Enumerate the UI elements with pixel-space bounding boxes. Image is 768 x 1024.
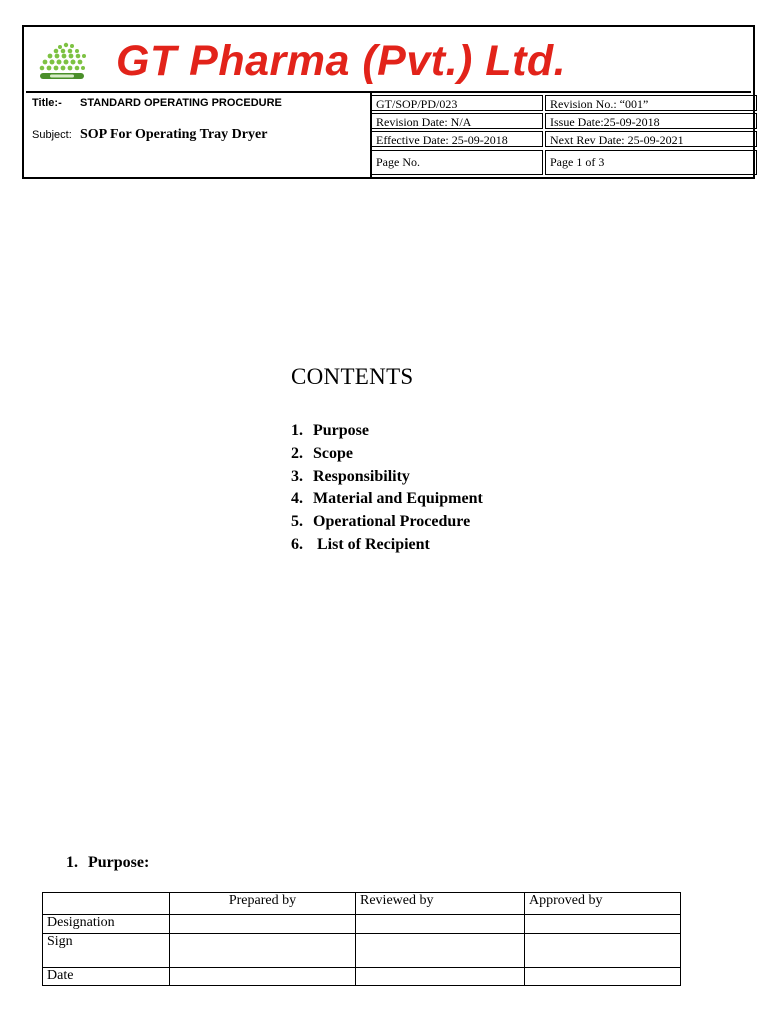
- page-no-label-cell: Page No.: [371, 150, 543, 175]
- doc-number-cell: GT/SOP/PD/023: [371, 95, 543, 111]
- title-subject-cell: [24, 93, 372, 177]
- document-info-grid: [24, 93, 753, 177]
- effective-date-cell: Effective Date: 25-09-2018: [371, 131, 543, 147]
- header-reviewed-by: Reviewed by: [356, 893, 525, 915]
- sign-prepared-cell: [170, 934, 356, 968]
- revision-no-cell: Revision No.: “001”: [545, 95, 757, 111]
- row-label-date: Date: [43, 968, 170, 986]
- table-row: [43, 968, 681, 986]
- page-value-cell: Page 1 of 3: [545, 150, 757, 175]
- toc-item-scope: 2. Scope: [291, 444, 353, 462]
- designation-prepared-cell: [170, 915, 356, 934]
- date-prepared-cell: [170, 968, 356, 986]
- issue-date-cell: Issue Date:25-09-2018: [545, 113, 757, 129]
- section-heading-purpose: 1. Purpose:: [66, 854, 150, 871]
- table-row: [43, 915, 681, 934]
- subject-label: Subject:: [32, 129, 72, 141]
- toc-item-purpose: 1. Purpose: [291, 422, 369, 439]
- date-approved-cell: [525, 968, 681, 986]
- title-label: Title:-: [32, 97, 62, 109]
- revision-date-cell: Revision Date: N/A: [371, 113, 543, 129]
- sign-approved-cell: [525, 934, 681, 968]
- sign-reviewed-cell: [356, 934, 525, 968]
- header-prepared-by: Prepared by: [170, 893, 356, 915]
- header-approved-by: Approved by: [525, 893, 681, 915]
- row-label-designation: Designation: [43, 915, 170, 934]
- next-rev-date-cell: Next Rev Date: 25-09-2021: [545, 131, 757, 147]
- logo-bar: [26, 29, 751, 93]
- table-row: [43, 934, 681, 968]
- approval-header-row: [43, 893, 681, 915]
- toc-item-operational-procedure: 5. Operational Procedure: [291, 513, 471, 531]
- toc-item-material-equipment: 4. Material and Equipment: [291, 490, 483, 508]
- company-logo-icon: [36, 41, 88, 81]
- subject-value: SOP For Operating Tray Dryer: [80, 127, 268, 142]
- approval-header-blank: [43, 893, 170, 915]
- toc-item-list-of-recipient: 6. List of Recipient: [291, 535, 430, 553]
- toc-item-responsibility: 3. Responsibility: [291, 467, 410, 485]
- title-value: STANDARD OPERATING PROCEDURE: [80, 97, 282, 109]
- date-reviewed-cell: [356, 968, 525, 986]
- company-name-logo: GT Pharma (Pvt.) Ltd.: [116, 37, 567, 85]
- document-header: [22, 25, 755, 179]
- row-label-sign: Sign: [43, 934, 170, 968]
- designation-approved-cell: [525, 915, 681, 934]
- table-of-contents: [291, 420, 483, 557]
- subject-row: [32, 125, 267, 143]
- contents-heading: CONTENTS: [291, 364, 414, 389]
- designation-reviewed-cell: [356, 915, 525, 934]
- title-row: [32, 97, 282, 109]
- approval-table: [42, 892, 681, 986]
